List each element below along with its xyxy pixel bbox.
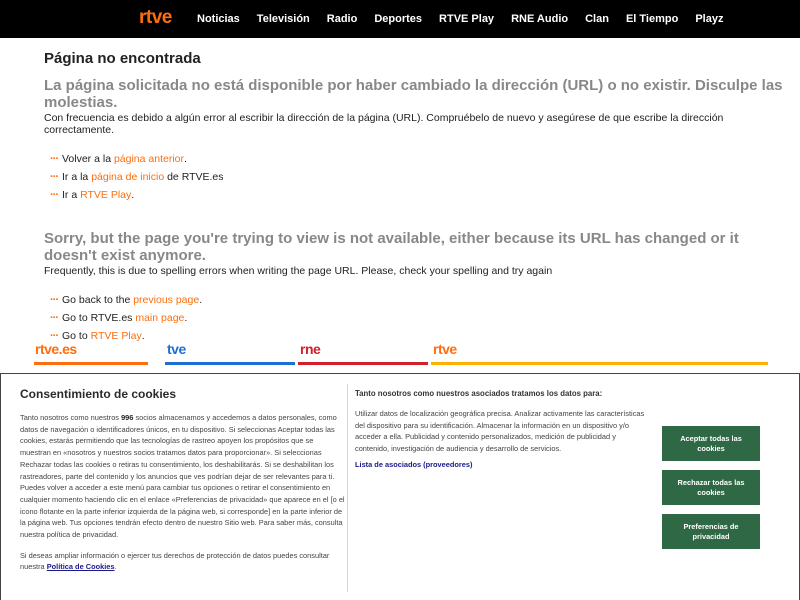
cookie-body-part: socios almacenamos y accedemos a datos personales, como datos de navegación o identificadores únicos, en tu dispositivo. Si seleccionas Aceptar todas las cookies, estarás permitiendo que las tecnologías de rastreo apoyen los propósitos que se muestran en «nosotros y nuestros socios tratamos datos para proporcionar». Si seleccionas Rechazar todas las cookies o retiras tu consentimiento, los deshabilitarás. Si se deshabilitan los rastreadores, parte del contenido y los anuncios que ves podrían dejar de ser relevantes para ti. Puedes volver a acceder a este menú para cambiar tus opciones o retirar el consentimiento en cualquier momento haciendo clic en el enlace «Preferencias de privacidad» que aparece en el [o el icono flotante en la parte inferior izquierda de la página web, si corresponde] en la parte inferior de la página web. Tus opciones tendrán efecto dentro de nuestro Sitio web. Para saber más, consulta nuestra política de privacidad.: [20, 413, 345, 540]
brand-rtve-es-underline: [34, 362, 148, 365]
bullet-icon: ···: [50, 294, 58, 306]
cookie-left-panel: [20, 387, 346, 573]
bullet-icon: ···: [50, 153, 58, 165]
brand-rtve-es-logo: rtve.es: [35, 341, 77, 357]
bullet-icon: ···: [50, 330, 58, 342]
link-suffix: .: [199, 294, 203, 306]
previous-page-link[interactable]: página anterior: [113, 153, 185, 165]
error-links-es: [44, 150, 784, 204]
brand-tve-underline: [165, 362, 295, 365]
nav-item-rne-audio[interactable]: RNE Audio: [511, 13, 569, 25]
cookie-purposes-panel: [355, 389, 650, 469]
link-prefix: Ir a: [62, 189, 78, 201]
list-item: [50, 309, 784, 327]
cookie-policy-link[interactable]: Política de Cookies: [46, 562, 115, 572]
nav-item-radio[interactable]: Radio: [326, 13, 358, 25]
accept-all-cookies-button[interactable]: Aceptar todas las cookies: [662, 426, 760, 461]
page-title: Página no encontrada: [44, 50, 201, 67]
bullet-icon: ···: [50, 312, 58, 324]
cookie-description: [20, 412, 346, 541]
link-suffix: .: [141, 330, 145, 342]
brand-tve[interactable]: [165, 336, 295, 368]
list-item: [50, 168, 784, 186]
main-nav: [197, 0, 740, 38]
nav-item-deportes[interactable]: Deportes: [374, 13, 423, 25]
list-item: [50, 150, 784, 168]
partner-list-link[interactable]: Lista de asociados (proveedores): [355, 459, 473, 469]
brand-rne-underline: [298, 362, 428, 365]
cookie-foot-part: .: [114, 562, 117, 572]
link-suffix: .: [131, 189, 135, 201]
error-lead-es: La página solicitada no está disponible por haber cambiado la dirección (URL) o no existir. Disculpe las molestias.: [44, 77, 783, 111]
nav-item-playz[interactable]: Playz: [695, 13, 724, 25]
brand-rtve-play[interactable]: [431, 336, 768, 368]
rtve-play-link-en[interactable]: RTVE Play: [90, 330, 142, 342]
list-item: [50, 291, 784, 309]
brand-rtve-play-logo: rtve: [433, 341, 457, 357]
link-prefix: Go to RTVE.es: [62, 312, 133, 324]
cookie-consent-dialog: [0, 373, 800, 600]
link-prefix: Go back to the: [62, 294, 131, 306]
error-block-en: [44, 230, 784, 345]
brand-tve-logo: tve: [167, 341, 186, 357]
link-suffix: .: [184, 312, 188, 324]
bullet-icon: ···: [50, 171, 58, 183]
brand-rne-logo: rne: [300, 341, 321, 357]
nav-item-television[interactable]: Televisión: [256, 13, 310, 25]
brand-rne[interactable]: [298, 336, 428, 368]
cookie-purposes-text: Utilizar datos de localización geográfica precisa. Analizar activamente las características del dispositivo para su identificación. Almacenar la información en un dispositivo y/o acceder a ella. Publicidad y contenido personalizados, medición de publicidad y contenido, investigación de audiencia y desarrollo de servicios.: [355, 409, 645, 454]
link-prefix: Volver a la: [62, 153, 112, 165]
reject-all-cookies-button[interactable]: Rechazar todas las cookies: [662, 470, 760, 505]
list-item: [50, 186, 784, 204]
error-content: [44, 48, 784, 345]
bullet-icon: ···: [50, 189, 58, 201]
rtve-logo[interactable]: rtve: [139, 7, 172, 28]
cookie-footer-text: [20, 550, 346, 573]
nav-item-clan[interactable]: Clan: [585, 13, 609, 25]
link-suffix: .: [184, 153, 187, 165]
home-page-link[interactable]: página de inicio: [91, 171, 165, 183]
brand-strip: [0, 336, 800, 368]
nav-item-noticias[interactable]: Noticias: [197, 13, 240, 25]
link-suffix: de RTVE.es: [167, 171, 224, 183]
cookie-title: Consentimiento de cookies: [20, 387, 177, 401]
cookie-body-part: Tanto nosotros como nuestros: [20, 413, 122, 422]
brand-rtve-es[interactable]: [0, 336, 148, 368]
nav-item-rtve-play[interactable]: RTVE Play: [439, 13, 495, 25]
link-prefix: Ir a la: [62, 171, 89, 183]
top-navigation-bar: [0, 0, 800, 38]
cookie-divider: [347, 384, 348, 592]
main-page-link-en[interactable]: main page: [135, 312, 185, 324]
partner-count: 996: [121, 413, 134, 422]
error-sub-en: Frequently, this is due to spelling errors when writing the page URL. Please, check your spelling and try again: [44, 265, 553, 277]
nav-item-el-tiempo[interactable]: El Tiempo: [625, 13, 679, 25]
error-lead-en: Sorry, but the page you're trying to view is not available, either because its URL has changed or it doesn't exist anymore.: [44, 230, 739, 264]
error-sub-es: Con frecuencia es debido a algún error al escribir la dirección de la página (URL). Compruébelo de nuevo y asegúrese de que escribe la dirección correctamente.: [44, 112, 724, 136]
cookie-foot-part: Si deseas ampliar información o ejercer tus derechos de protección de datos puedes consultar nuestra: [20, 550, 330, 572]
brand-rtve-play-underline: [431, 362, 768, 365]
cookie-purposes-title: Tanto nosotros como nuestros asociados tratamos los datos para:: [355, 389, 603, 398]
previous-page-link-en[interactable]: previous page: [133, 294, 200, 306]
rtve-play-link[interactable]: RTVE Play: [80, 189, 132, 201]
link-prefix: Go to: [62, 330, 88, 342]
privacy-preferences-button[interactable]: Preferencias de privacidad: [662, 514, 760, 549]
